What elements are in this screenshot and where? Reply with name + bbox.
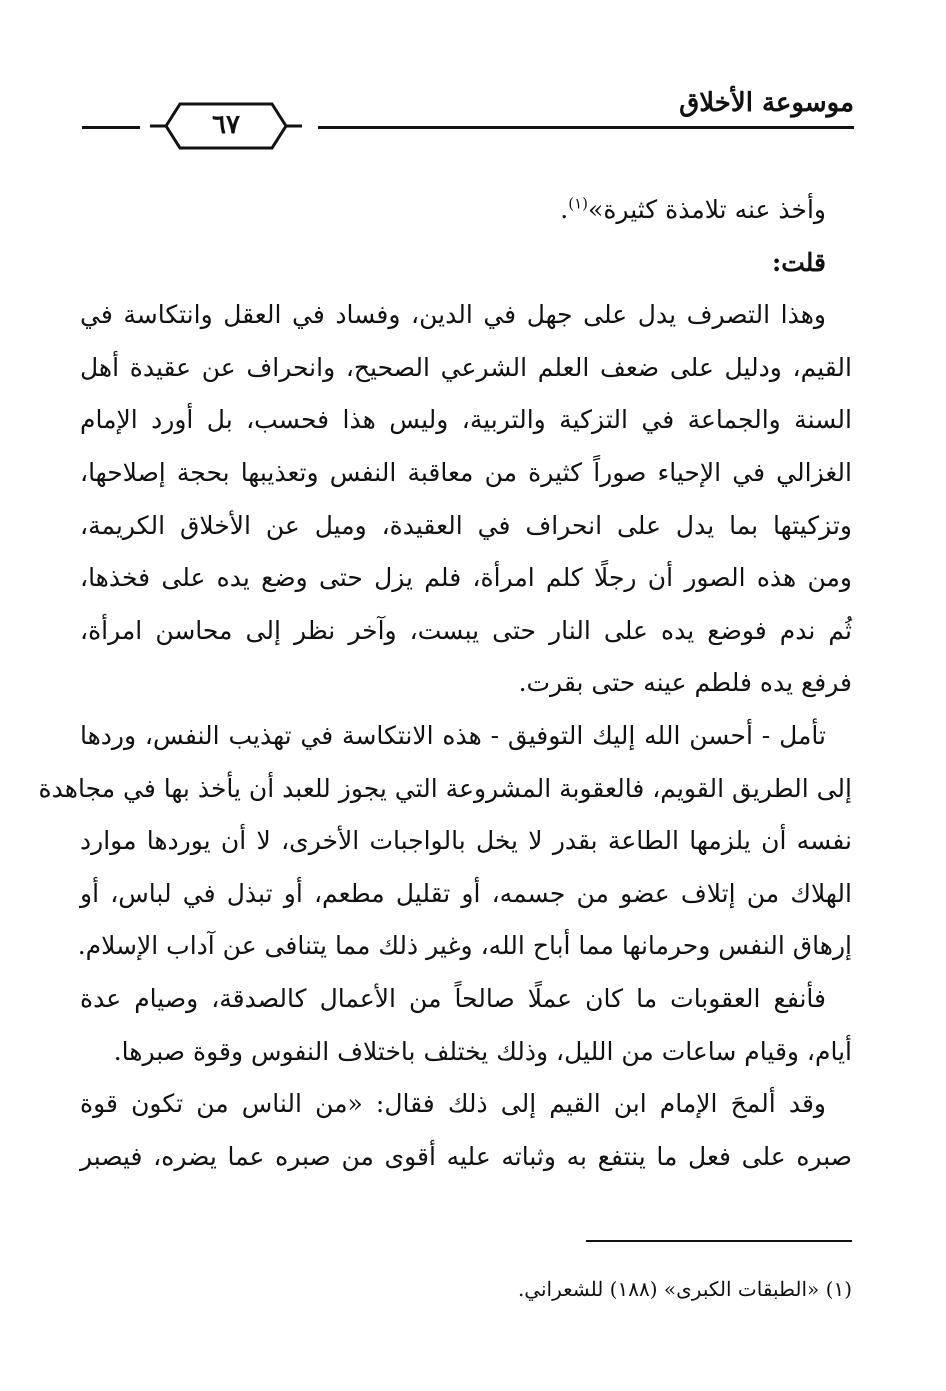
text-line: فرفع يده فلطم عينه حتى بقرت. bbox=[518, 668, 852, 698]
text-line: إلى الطريق القويم، فالعقوبة المشروعة التي يجوز للعبد أن يأخذ بها في مجاهدة bbox=[38, 773, 852, 803]
paragraph-4 bbox=[80, 973, 852, 1078]
footnote: (١) «الطبقات الكبرى» (١٨٨) للشعراني. bbox=[517, 1277, 852, 1301]
text-line: الهلاك من إتلاف عضو من جسمه، أو تقليل مطعم، أو تبذل في لباس، أو bbox=[80, 878, 852, 908]
text-line: ومن هذه الصور أن رجلًا كلم امرأة، فلم يزل حتى وضع يده على فخذها، bbox=[80, 563, 852, 593]
text-line: وقد ألمحَ الإمام ابن القيم إلى ذلك فقال: «من الناس من تكون قوة bbox=[80, 1089, 826, 1119]
text-line: وتزكيتها بما يدل على انحراف في العقيدة، وميل عن الأخلاق الكريمة، bbox=[80, 510, 852, 540]
text-line: أيام، وقيام ساعات من الليل، وذلك يختلف باختلاف النفوس وقوة صبرها. bbox=[113, 1036, 852, 1066]
text-line: ثُم ندم فوضع يده على النار حتى يبست، وآخر نظر إلى محاسن امرأة، bbox=[80, 615, 852, 645]
text-line: وأخذ عنه تلامذة كثيرة»$^{(١)}$. bbox=[560, 194, 826, 224]
footnote-separator bbox=[586, 1240, 852, 1242]
text-line: السنة والجماعة في التزكية والتربية، وليس هذا فحسب، بل أورد الإمام bbox=[80, 405, 852, 435]
paragraph-1 bbox=[80, 184, 852, 237]
page-number-ornament bbox=[146, 98, 306, 154]
text-line: إرهاق النفس وحرمانها مما أباح الله، وغير ذلك مما يتنافى عن آداب الإسلام. bbox=[77, 931, 852, 961]
text-line: وهذا التصرف يدل على جهل في الدين، وفساد في العقل وانتكاسة في bbox=[80, 300, 826, 330]
text-line: نفسه أن يلزمها الطاعة بقدر لا يخل بالواجبات الأخرى، لا أن يوردها موارد bbox=[80, 826, 852, 856]
paragraph-3 bbox=[38, 710, 852, 973]
paragraph-2 bbox=[80, 289, 852, 710]
page-number: ٦٧ bbox=[212, 110, 240, 140]
main-text bbox=[38, 184, 852, 1183]
text-line: الغزالي في الإحياء صوراً كثيرة من معاقبة النفس وتعذيبها بحجة إصلاحها، bbox=[80, 457, 852, 487]
text-line: صبره على فعل ما ينتفع به وثباته عليه أقوى من صبره عما يضره، فيصبر bbox=[80, 1141, 852, 1171]
footnote-ref[interactable]: (١) bbox=[568, 194, 589, 213]
page-header bbox=[82, 86, 854, 146]
paragraph-5 bbox=[80, 1078, 852, 1183]
heading-text: قلت: bbox=[771, 247, 826, 277]
section-heading bbox=[80, 237, 852, 290]
header-rule-short bbox=[82, 126, 140, 129]
text-line: فأنفع العقوبات ما كان عملًا صالحاً من الأعمال كالصدقة، وصيام عدة bbox=[80, 983, 826, 1013]
text-line: تأمل - أحسن الله إليك التوفيق - هذه الانتكاسة في تهذيب النفس، وردها bbox=[80, 720, 826, 750]
book-title: موسوعة الأخلاق bbox=[679, 88, 854, 118]
header-rule bbox=[318, 126, 854, 129]
text-line: القيم، ودليل على ضعف العلم الشرعي الصحيح، وانحراف عن عقيدة أهل bbox=[80, 352, 852, 382]
